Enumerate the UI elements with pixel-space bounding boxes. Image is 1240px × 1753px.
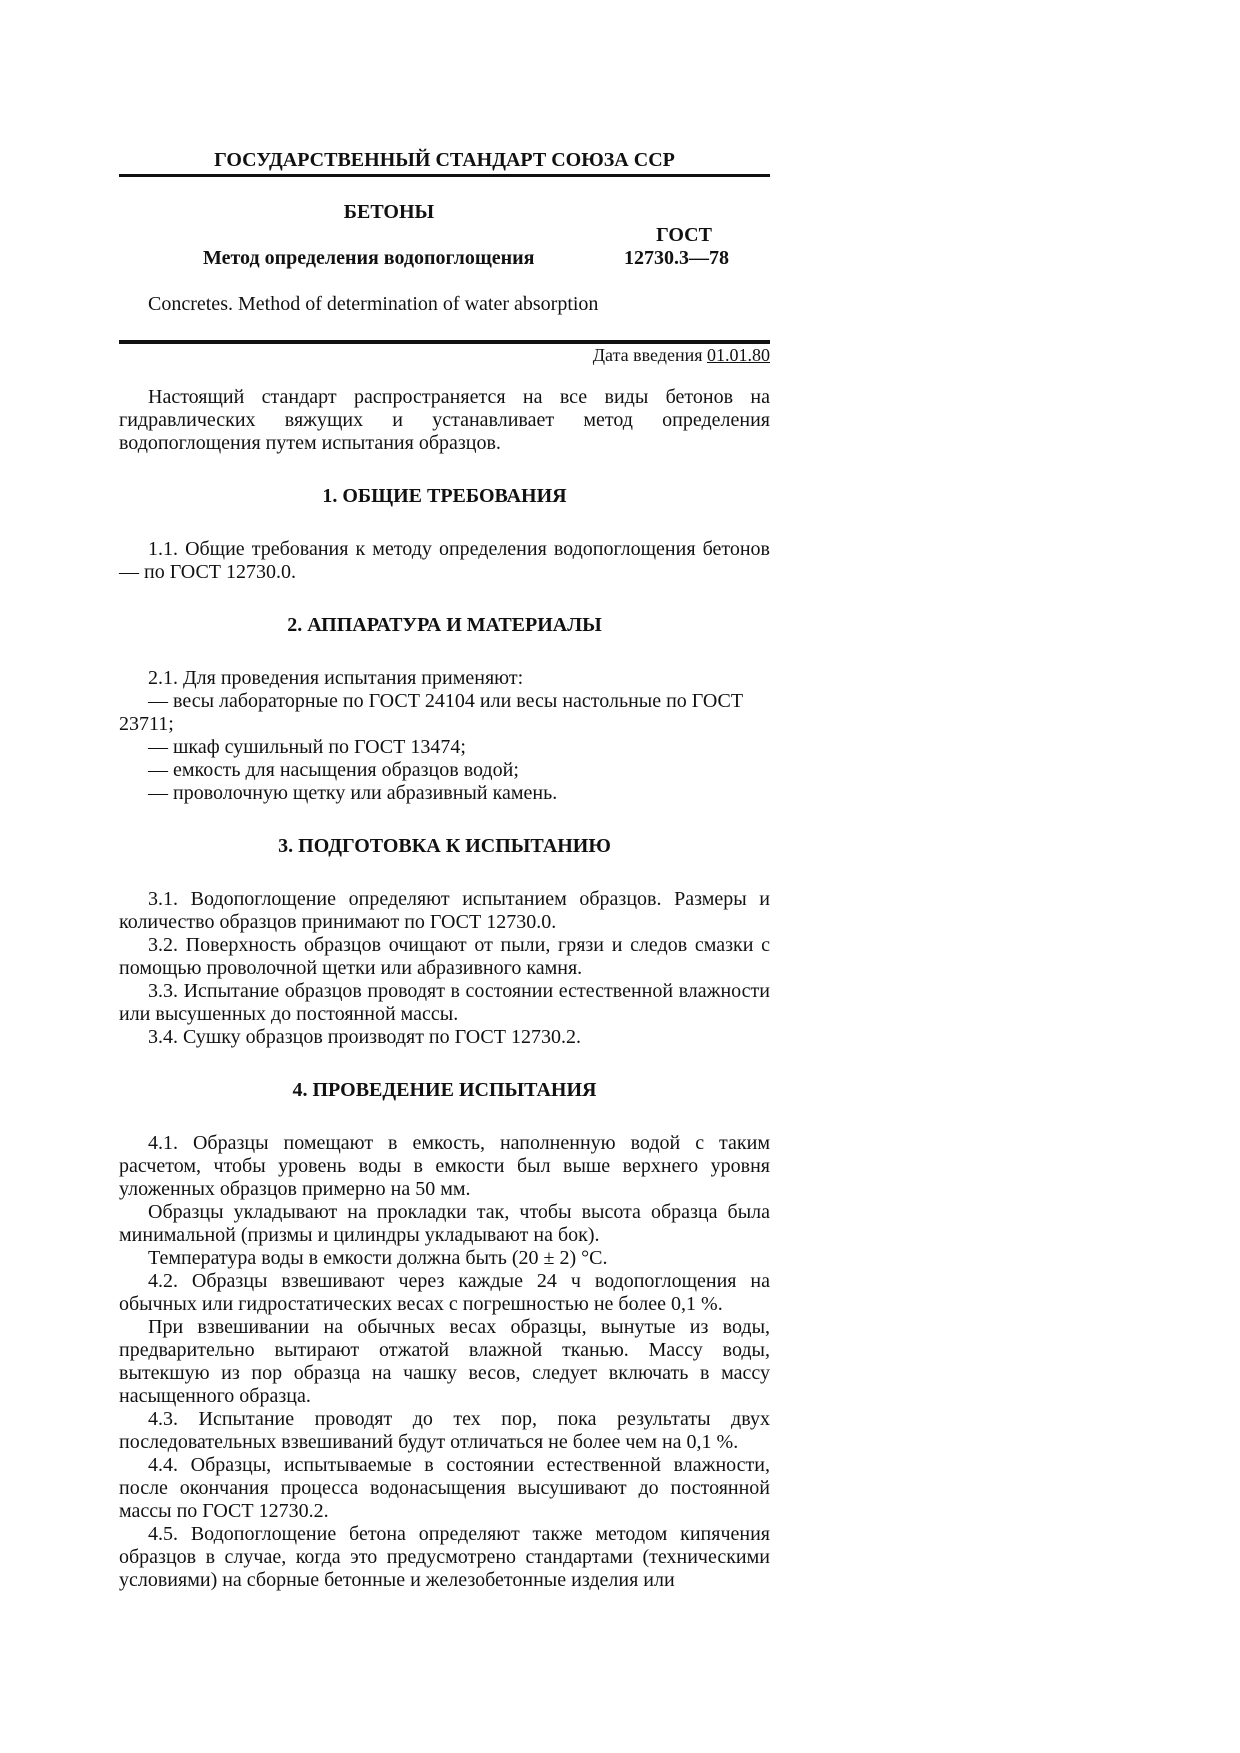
header-divider [119, 174, 770, 177]
standard-header-title: ГОСУДАРСТВЕННЫЙ СТАНДАРТ СОЮЗА ССР [214, 149, 675, 171]
section-heading: 2. АППАРАТУРА И МАТЕРИАЛЫ [287, 614, 602, 636]
gost-label: ГОСТ [656, 224, 712, 246]
list-item: — емкость для насыщения образцов водой; [148, 759, 519, 781]
section-heading: 3. ПОДГОТОВКА К ИСПЫТАНИЮ [278, 835, 611, 857]
section-heading: 4. ПРОВЕДЕНИЕ ИСПЫТАНИЯ [292, 1079, 597, 1101]
section-paragraph: 3.3. Испытание образцов проводят в состоянии естественной влажности или высушенных до постоянной массы. [119, 980, 770, 1025]
list-item: — шкаф сушильный по ГОСТ 13474; [148, 736, 466, 758]
section-paragraph: 4.3. Испытание проводят до тех пор, пока результаты двух последовательных взвешиваний будут отличаться не более чем на 0,1 %. [119, 1408, 770, 1453]
section-paragraph: 4.5. Водопоглощение бетона определяют также методом кипячения образцов в случае, когда это предусмотрено стандартами (техническими условиями) на сборные бетонные и железобетонные изделия или [119, 1523, 770, 1591]
section-heading: 1. ОБЩИЕ ТРЕБОВАНИЯ [322, 485, 567, 507]
section-paragraph: 4.4. Образцы, испытываемые в состоянии естественной влажности, после окончания процесса водонасыщения высушивают до постоянной массы по ГОСТ 12730.2. [119, 1454, 770, 1522]
section-paragraph: При взвешивании на обычных весах образцы, вынутые из воды, предварительно вытирают отжатой влажной тканью. Массу воды, вытекшую из пор образца на чашку весов, следует включать в массу насыщенного образца. [119, 1316, 770, 1407]
document-name: БЕТОНЫ [343, 201, 435, 223]
document-subtitle: Метод определения водопоглощения [203, 247, 535, 269]
introduction-date-label: Дата введения [592, 345, 703, 365]
section-paragraph: 4.1. Образцы помещают в емкость, наполненную водой с таким расчетом, чтобы уровень воды в емкости был выше верхнего уровня уложенных образцов примерно на 50 мм. [119, 1132, 770, 1200]
section-paragraph: 4.2. Образцы взвешивают через каждые 24 ч водопоглощения на обычных или гидростатических весах с погрешностью не более 0,1 %. [119, 1270, 770, 1315]
section-paragraph: 3.4. Сушку образцов производят по ГОСТ 12730.2. [148, 1026, 581, 1048]
list-item: — проволочную щетку или абразивный камень. [148, 782, 558, 804]
introduction-date-value: 01.01.80 [707, 345, 770, 365]
section-paragraph: Температура воды в емкости должна быть (20 ± 2) °С. [148, 1247, 608, 1269]
section-paragraph: 1.1. Общие требования к методу определения водопоглощения бетонов — по ГОСТ 12730.0. [119, 538, 770, 583]
introduction-date [593, 343, 770, 367]
section-paragraph: Образцы укладывают на прокладки так, чтобы высота образца была минимальной (призмы и цилиндры укладывают на бок). [119, 1201, 770, 1246]
intro-paragraph: Настоящий стандарт распространяется на все виды бетонов на гидравлических вяжущих и устанавливает метод определения водопоглощения путем испытания образцов. [119, 386, 770, 454]
gost-number: 12730.3—78 [624, 247, 729, 269]
section-paragraph: 2.1. Для проведения испытания применяют: [148, 667, 524, 689]
document-body [119, 386, 770, 1592]
section-paragraph: 3.1. Водопоглощение определяют испытанием образцов. Размеры и количество образцов принимают по ГОСТ 12730.0. [119, 888, 770, 933]
section-paragraph: 3.2. Поверхность образцов очищают от пыли, грязи и следов смазки с помощью проволочной щетки или абразивного камня. [119, 934, 770, 979]
list-item: — весы лабораторные по ГОСТ 24104 или весы настольные по ГОСТ 23711; [119, 690, 744, 735]
english-title: Concretes. Method of determination of water absorption [148, 293, 599, 315]
